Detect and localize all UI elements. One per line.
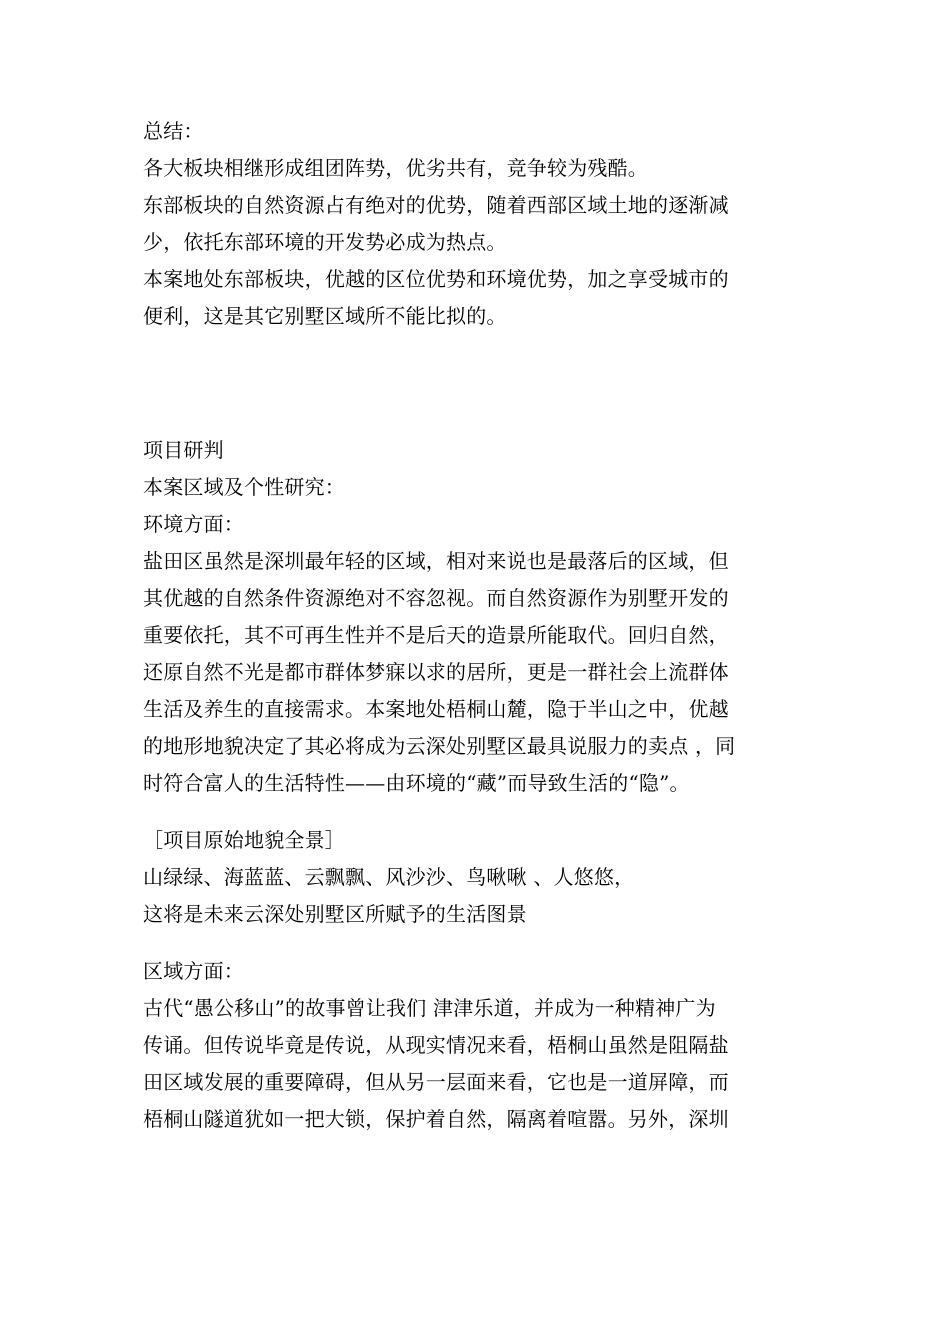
environment-line: 其优越的自然条件资源绝对不容忽视。而自然资源作为别墅开发的 — [143, 586, 729, 610]
document-page — [143, 113, 813, 1138]
environment-line: 生活及养生的直接需求。本案地处梧桐山麓，隐于半山之中，优越 — [143, 697, 729, 721]
summary-section — [143, 113, 813, 335]
summary-heading: 总结： — [143, 119, 204, 143]
environment-heading: 环境方面： — [143, 512, 244, 536]
environment-line: 的地形地貌决定了其必将成为云深处别墅区最具说服力的卖点 ，同 — [143, 734, 736, 758]
panorama-line: 山绿绿、海蓝蓝、云飘飘、风沙沙、鸟啾啾 、人悠悠， — [143, 865, 635, 889]
project-subtitle: 本案区域及个性研究： — [143, 475, 345, 499]
panorama-section — [143, 822, 813, 933]
summary-line: 各大板块相继形成组团阵势，优劣共有，竞争较为残酷。 — [143, 156, 648, 180]
environment-section — [143, 506, 813, 802]
section-spacer — [143, 335, 813, 432]
summary-line: 东部板块的自然资源占有绝对的优势，随着西部区域土地的逐渐减 — [143, 193, 729, 217]
project-section — [143, 432, 813, 1138]
region-line: 田区域发展的重要障碍，但从另一层面来看，它也是一道屏障，而 — [143, 1070, 729, 1094]
environment-line: 时符合富人的生活特性——由环境的“藏”而导致生活的“隐”。 — [143, 771, 690, 795]
paragraph-spacer — [143, 802, 813, 822]
region-line: 梧桐山隧道犹如一把大锁，保护着自然，隔离着喧嚣。另外，深圳 — [143, 1107, 729, 1131]
summary-line: 本案地处东部板块，优越的区位优势和环境优势，加之享受城市的 — [143, 267, 729, 291]
panorama-line: 这将是未来云深处别墅区所赋予的生活图景 — [143, 902, 527, 926]
environment-line: 还原自然不光是都市群体梦寐以求的居所，更是一群社会上流群体 — [143, 660, 729, 684]
summary-line: 便利，这是其它别墅区域所不能比拟的。 — [143, 304, 507, 328]
summary-line: 少，依托东部环境的开发势必成为热点。 — [143, 230, 507, 254]
environment-line: 盐田区虽然是深圳最年轻的区域，相对来说也是最落后的区域，但 — [143, 549, 729, 573]
region-section — [143, 953, 813, 1138]
paragraph-spacer — [143, 933, 813, 953]
project-title: 项目研判 — [143, 438, 224, 462]
panorama-heading: ［项目原始地貌全景］ — [143, 828, 345, 852]
region-line: 传诵。但传说毕竟是传说，从现实情况来看，梧桐山虽然是阻隔盐 — [143, 1033, 729, 1057]
environment-line: 重要依托，其不可再生性并不是后天的造景所能取代。回归自然， — [143, 623, 729, 647]
region-heading: 区域方面： — [143, 959, 244, 983]
region-line: 古代“愚公移山”的故事曾让我们 津津乐道，并成为一种精神广为 — [143, 996, 716, 1020]
